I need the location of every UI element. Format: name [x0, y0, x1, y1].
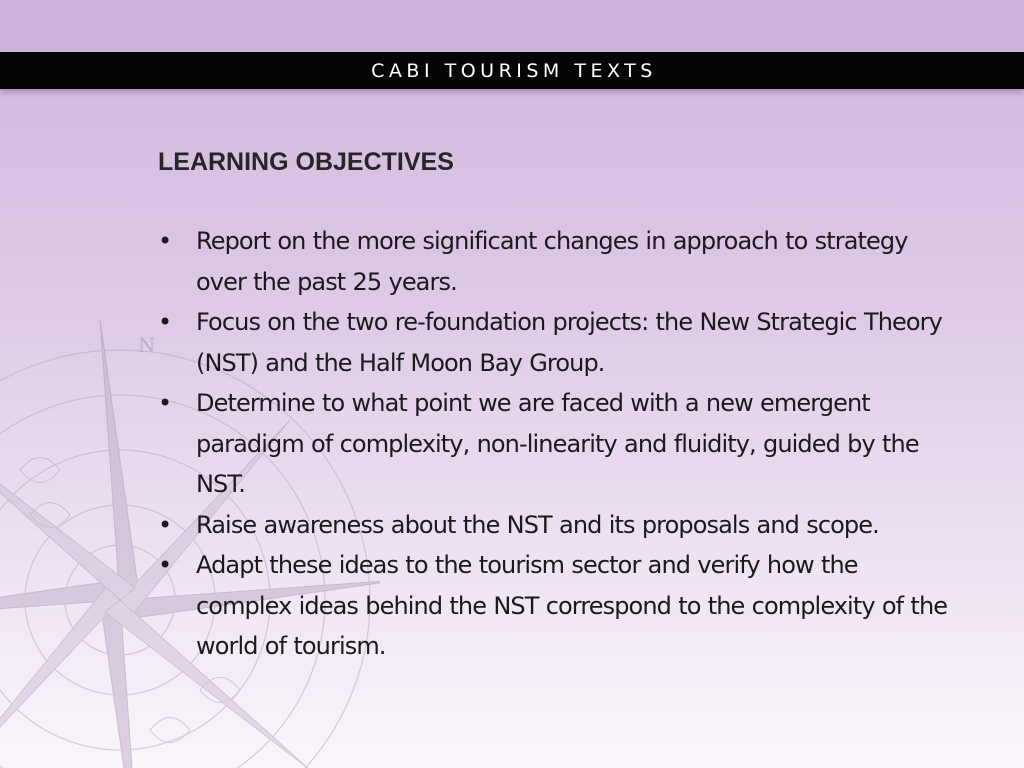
objective-1	[158, 221, 958, 302]
bullet-icon: •	[158, 551, 172, 579]
bullet-icon: •	[158, 510, 172, 539]
header-bar	[0, 52, 1024, 89]
objective-2-text: Focus on the two re-foundation projects: the New Strategic Theory (NST) and the Half Moon Bay Group.	[196, 308, 942, 377]
bullet-icon: •	[158, 389, 172, 417]
header-title: CABI TOURISM TEXTS	[371, 59, 657, 82]
bullet-icon: •	[158, 227, 172, 255]
objective-5	[158, 545, 958, 667]
objective-5-text: Adapt these ideas to the tourism sector and verify how the complex ideas behind the NST correspond to the complexity of the world of tourism.	[196, 551, 948, 660]
bullet-icon: •	[158, 308, 172, 336]
objective-4	[158, 505, 958, 546]
objective-2	[158, 302, 958, 383]
learning-objectives-list	[158, 221, 958, 667]
compass-north-letter: N	[138, 333, 156, 357]
objective-1-text: Report on the more significant changes in approach to strategy over the past 25 years.	[196, 227, 908, 296]
section-heading: LEARNING OBJECTIVES	[158, 148, 454, 176]
objective-4-text: Raise awareness about the NST and its proposals and scope.	[196, 510, 879, 539]
top-band	[0, 0, 1024, 50]
objective-3-text: Determine to what point we are faced with a new emergent paradigm of complexity, non-linearity and fluidity, guided by the NST.	[196, 389, 919, 498]
objective-3	[158, 383, 958, 505]
